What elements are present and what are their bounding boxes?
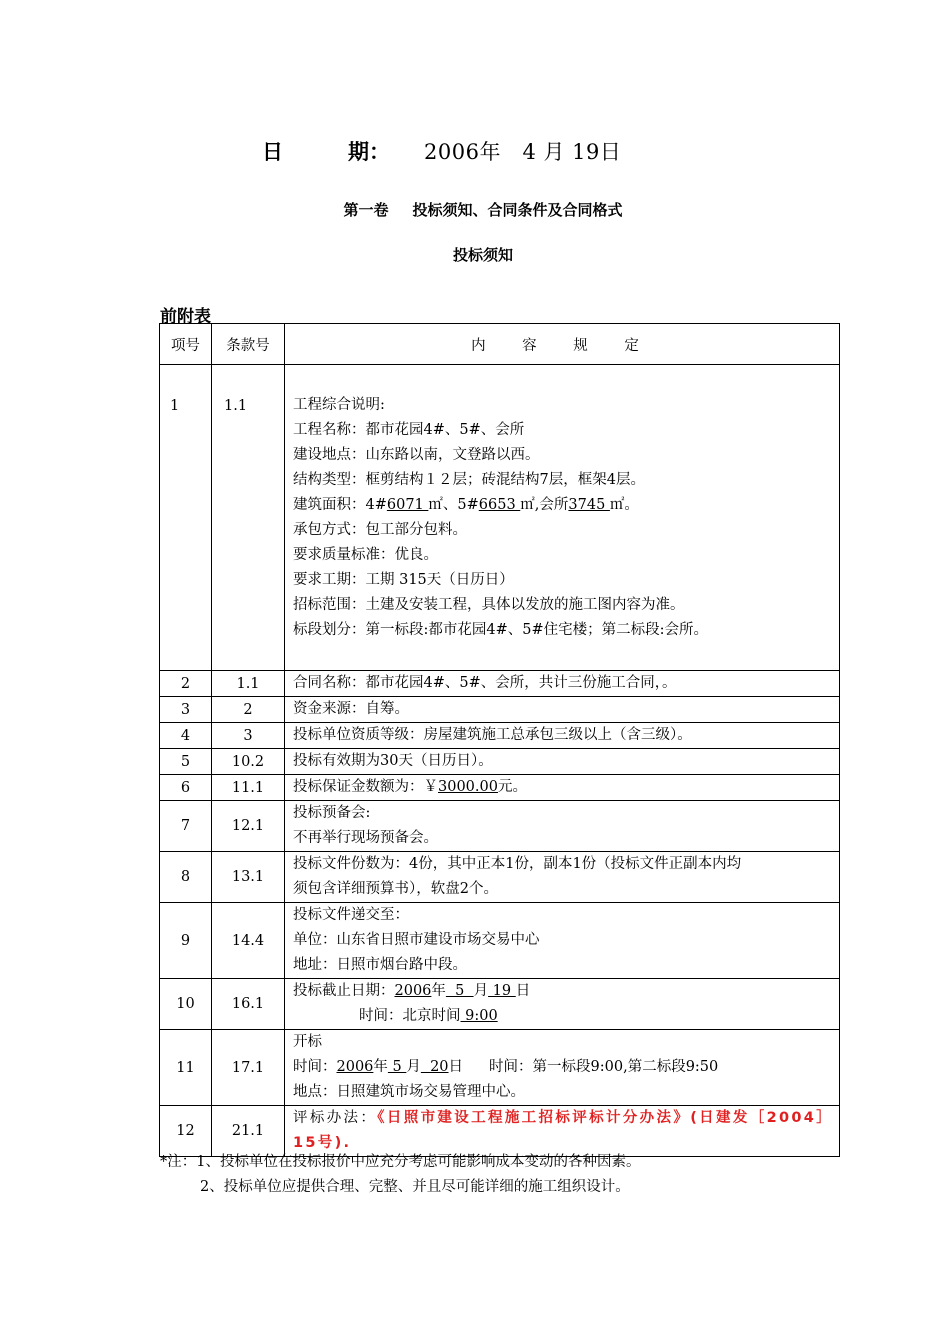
clause-no: 3 bbox=[212, 723, 285, 749]
item-no: 5 bbox=[160, 749, 212, 775]
table-header-row bbox=[160, 324, 840, 365]
content-cell: 投标有效期为30天（日历日）。 bbox=[285, 749, 840, 775]
area-value: 6653 bbox=[478, 497, 521, 513]
date-line bbox=[262, 136, 621, 166]
item-no: 1 bbox=[160, 365, 212, 671]
header-content: 内 容 规 定 bbox=[285, 324, 840, 365]
clause-no: 13.1 bbox=[212, 852, 285, 903]
item-no: 4 bbox=[160, 723, 212, 749]
table-caption: 前附表 bbox=[160, 307, 211, 327]
content-cell: 投标保证金数额为：￥3000.00元。 bbox=[285, 775, 840, 801]
table-row bbox=[160, 723, 840, 749]
content-line: 承包方式：包工部分包料。 bbox=[293, 522, 467, 538]
item-no: 6 bbox=[160, 775, 212, 801]
clause-no: 17.1 bbox=[212, 1030, 285, 1106]
clause-no: 14.4 bbox=[212, 903, 285, 979]
content-line: 招标范围：土建及安装工程，具体以发放的施工图内容为准。 bbox=[293, 597, 685, 613]
deadline-month: 5 bbox=[445, 983, 474, 999]
table-row bbox=[160, 1030, 840, 1106]
date-label-1: 日 bbox=[262, 140, 283, 164]
appendix-table bbox=[159, 323, 840, 1157]
date-value: 2006年 4 月 19日 bbox=[424, 140, 622, 164]
clause-no: 2 bbox=[212, 697, 285, 723]
item-no: 9 bbox=[160, 903, 212, 979]
table-row bbox=[160, 903, 840, 979]
building-area-line: 建筑面积：4#6071 ㎡、5#6653 ㎡,会所3745 ㎡。 bbox=[293, 497, 639, 513]
volume-number: 第一卷 bbox=[343, 201, 389, 219]
table-row bbox=[160, 801, 840, 852]
area-value: 3745 bbox=[568, 497, 610, 513]
content-line: 要求工期：工期 315天（日历日） bbox=[293, 572, 514, 588]
clause-no: 1.1 bbox=[212, 671, 285, 697]
content-cell: 合同名称：都市花园4#、5#、会所，共计三份施工合同，。 bbox=[285, 671, 840, 697]
content-cell: 投标预备会: 不再举行现场预备会。 bbox=[285, 801, 840, 852]
notes bbox=[160, 1150, 640, 1200]
item-no: 10 bbox=[160, 979, 212, 1030]
volume-name: 投标须知、合同条件及合同格式 bbox=[412, 201, 623, 219]
clause-no: 21.1 bbox=[212, 1106, 285, 1157]
area-value: 6071 bbox=[386, 497, 429, 513]
content-cell: 资金来源：自筹。 bbox=[285, 697, 840, 723]
table-row bbox=[160, 979, 840, 1030]
table-row bbox=[160, 749, 840, 775]
content-cell: 投标文件递交至： 单位：山东省日照市建设市场交易中心 地址：日照市烟台路中段。 bbox=[285, 903, 840, 979]
deadline-time: 9:00 bbox=[460, 1008, 498, 1024]
section-title: 投标须知 bbox=[452, 246, 513, 264]
item-no: 3 bbox=[160, 697, 212, 723]
content-cell: 投标单位资质等级：房屋建筑施工总承包三级以上（含三级）。 bbox=[285, 723, 840, 749]
content-line: 工程名称：都市花园4#、5#、会所 bbox=[293, 422, 525, 438]
content-cell: 开标 时间：2006年 5 月 20日 时间：第一标段9:00,第二标段9:50 地点：日照建筑市场交易管理中心。 bbox=[285, 1030, 840, 1106]
header-clause-no: 条款号 bbox=[212, 324, 285, 365]
clause-no: 12.1 bbox=[212, 801, 285, 852]
opening-month: 5 bbox=[387, 1059, 407, 1075]
content-cell: 投标文件份数为：4份，其中正本1份，副本1份（投标文件正副本内均 须包含详细预算书），软盘2个。 bbox=[285, 852, 840, 903]
clause-no: 16.1 bbox=[212, 979, 285, 1030]
volume-title bbox=[0, 199, 950, 220]
note-2: 2、投标单位应提供合理、完整、并且尽可能详细的施工组织设计。 bbox=[200, 1179, 630, 1195]
content-cell: 评标办法：《日照市建设工程施工招标评标计分办法》(日建发［2004］15号). bbox=[285, 1106, 840, 1157]
clause-no: 11.1 bbox=[212, 775, 285, 801]
table-row bbox=[160, 1106, 840, 1157]
table-row bbox=[160, 671, 840, 697]
content-line: 结构类型：框剪结构１２层；砖混结构7层，框架4层。 bbox=[293, 472, 645, 488]
item-no: 11 bbox=[160, 1030, 212, 1106]
date-label-2: 期： bbox=[348, 140, 390, 164]
table-row bbox=[160, 697, 840, 723]
deadline-day: 19 bbox=[488, 983, 516, 999]
content-line: 要求质量标准：优良。 bbox=[293, 547, 438, 563]
content-line: 工程综合说明: bbox=[293, 397, 385, 413]
content-line: 标段划分：第一标段:都市花园4#、5#住宅楼；第二标段:会所。 bbox=[293, 622, 709, 638]
note-1: *注：1、投标单位在投标报价中应充分考虑可能影响成本变动的各种因素。 bbox=[160, 1154, 641, 1170]
table-row bbox=[160, 852, 840, 903]
opening-day: 20 bbox=[420, 1059, 449, 1075]
content-cell: 投标截止日期：2006年 5 月 19 日 时间：北京时间 9:00 bbox=[285, 979, 840, 1030]
item-no: 12 bbox=[160, 1106, 212, 1157]
clause-no: 1.1 bbox=[212, 365, 285, 671]
opening-year: 2006 bbox=[336, 1059, 374, 1075]
content-line: 建设地点：山东路以南，文登路以西。 bbox=[293, 447, 540, 463]
clause-no: 10.2 bbox=[212, 749, 285, 775]
deadline-year: 2006 bbox=[394, 983, 432, 999]
header-item-no: 项号 bbox=[160, 324, 212, 365]
item-no: 2 bbox=[160, 671, 212, 697]
item-no: 7 bbox=[160, 801, 212, 852]
evaluation-method: 《日照市建设工程施工招标评标计分办法》(日建发［2004］15号). bbox=[293, 1110, 833, 1151]
table-row bbox=[160, 365, 840, 671]
content-cell bbox=[285, 365, 840, 671]
table-row bbox=[160, 775, 840, 801]
item-no: 8 bbox=[160, 852, 212, 903]
deposit-amount: 3000.00 bbox=[438, 779, 498, 795]
